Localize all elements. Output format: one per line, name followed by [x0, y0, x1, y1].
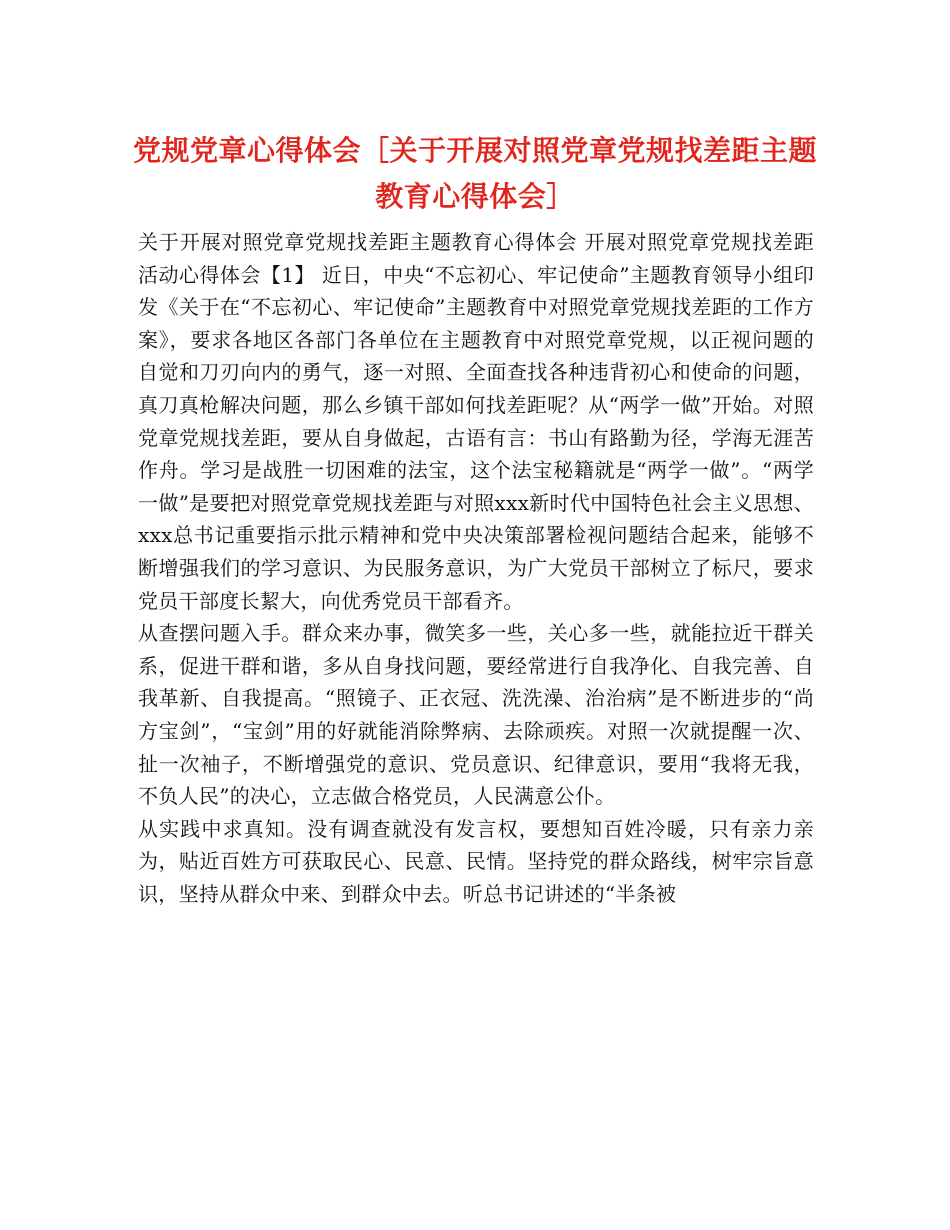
body-paragraph-2: 从查摆问题入手。群众来办事，微笑多一些，关心多一些，就能拉近干群关系，促进干群和谐，多从自身找问题，要经常进行自我净化、自我完善、自我革新、自我提高。“照镜子、正衣冠、洗洗澡、治治病”是不断进步的“尚方宝剑”，“宝剑”用的好就能消除弊病、去除顽疾。对照一次就提醒一次、扯一次袖子，不断增强党的意识、党员意识、纪律意识，要用“我将无我，不负人民”的决心，立志做合格党员，人民满意公仆。 — [138, 621, 814, 809]
body-paragraph-3: 从实践中求真知。没有调查就没有发言权，要想知百姓冷暖，只有亲力亲为，贴近百姓方可获取民心、民意、民情。坚持党的群众路线，树牢宗旨意识，坚持从群众中来、到群众中去。听总书记讲述的“半条被 — [138, 816, 814, 906]
document-title: 党规党章心得体会［关于开展对照党章党规找差距主题教育心得体会］ — [132, 134, 817, 213]
document-body — [138, 226, 814, 910]
body-paragraph-1: 关于开展对照党章党规找差距主题教育心得体会 开展对照党章党规找差距活动心得体会【1】 近日，中央“不忘初心、牢记使命”主题教育领导小组印发《关于在“不忘初心、牢记使命”主题教育中对照党章党规找差距的工作方案》，要求各地区各部门各单位在主题教育中对照党章党规，以正视问题的自觉和刀刃向内的勇气，逐一对照、全面查找各种违背初心和使命的问题，真刀真枪解决问题，那么乡镇干部如何找差距呢？从“两学一做”开始。对照党章党规找差距，要从自身做起，古语有言：书山有路勤为径，学海无涯苦作舟。学习是战胜一切困难的法宝，这个法宝秘籍就是“两学一做”。“两学一做”是要把对照党章党规找差距与对照xxx新时代中国特色社会主义思想、xxx总书记重要指示批示精神和党中央决策部署检视问题结合起来，能够不断增强我们的学习意识、为民服务意识，为广大党员干部树立了标尺，要求党员干部度长絜大，向优秀党员干部看齐。 — [138, 230, 814, 613]
